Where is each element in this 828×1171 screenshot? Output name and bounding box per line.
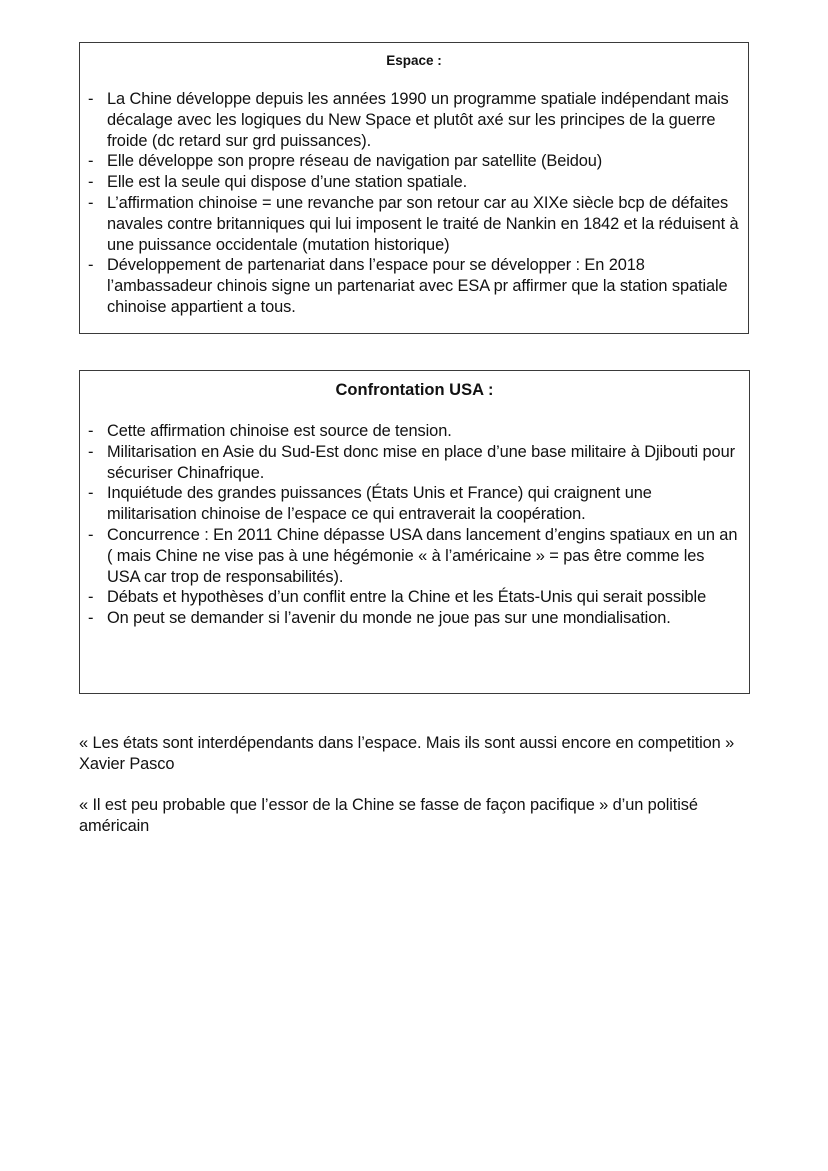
list-item-text: Développement de partenariat dans l’espace pour se développer : En 2018 l’ambassadeur chinois signe un partenariat avec ESA pr affirmer que la station spatiale chinoise appartient a tous. [107,256,728,316]
list-item [88,525,741,587]
list-item-text: Elle est la seule qui dispose d’une station spatiale. [107,173,468,192]
dash-bullet: - [88,152,94,171]
list-item [88,193,740,255]
list-item [88,151,740,172]
dash-bullet: - [88,609,94,628]
bullet-list-espace [80,89,748,318]
list-item [88,255,740,317]
list-item-text: Débats et hypothèses d’un conflit entre la Chine et les États-Unis qui serait possible [107,588,707,607]
list-item-text: Militarisation en Asie du Sud-Est donc mise en place d’une base militaire à Djibouti pour sécuriser Chinafrique. [107,442,735,482]
dash-bullet: - [88,422,94,440]
list-item [88,442,741,484]
bullet-list-confrontation-usa [80,421,749,629]
section-title-confrontation-usa: Confrontation USA : [335,381,494,399]
section-title-espace: Espace : [386,53,442,68]
list-item-text: Elle développe son propre réseau de navigation par satellite (Beidou) [107,152,603,171]
section-box-espace [79,42,749,334]
list-item [88,421,741,442]
dash-bullet: - [88,193,94,212]
list-item-text: Cette affirmation chinoise est source de tension. [107,422,452,440]
dash-bullet: - [88,442,94,461]
quotes-section [79,733,759,857]
list-item-text: Inquiétude des grandes puissances (États Unis et France) qui craignent une militarisation chinoise de l’espace ce qui entraverait la coopération. [107,484,652,524]
list-item-text: La Chine développe depuis les années 1990 un programme spatiale indépendant mais décalage avec les logiques du New Space et plutôt axé sur les principes de la guerre froide (dc retard sur grd puissances). [107,90,729,150]
dash-bullet: - [88,256,94,275]
list-item-text: On peut se demander si l’avenir du monde ne joue pas sur une mondialisation. [107,609,671,628]
list-item-text: L’affirmation chinoise = une revanche par son retour car au XIXe siècle bcp de défaites navales contre britanniques qui lui imposent le traité de Nankin en 1842 et la réduisent à une puissance occidentale (mutation historique) [107,193,739,254]
dash-bullet: - [88,525,94,544]
list-item-text: Concurrence : En 2011 Chine dépasse USA dans lancement d’engins spatiaux en un an ( mais Chine ne vise pas à une hégémonie « à l’américaine » = pas être comme les USA car trop de responsabilités). [107,525,738,586]
section-box-confrontation-usa [79,370,750,694]
dash-bullet: - [88,588,94,607]
list-item [88,89,740,151]
dash-bullet: - [88,173,94,192]
list-item [88,608,741,629]
quote-politise-americain: « Il est peu probable que l’essor de la Chine se fasse de façon pacifique » d’un politisé américain [79,796,698,835]
quote-xavier-pasco: « Les états sont interdépendants dans l’espace. Mais ils sont aussi encore en competition » Xavier Pasco [79,734,735,773]
dash-bullet: - [88,90,94,108]
list-item [88,587,741,608]
dash-bullet: - [88,484,94,503]
list-item [88,172,740,193]
list-item [88,483,741,525]
